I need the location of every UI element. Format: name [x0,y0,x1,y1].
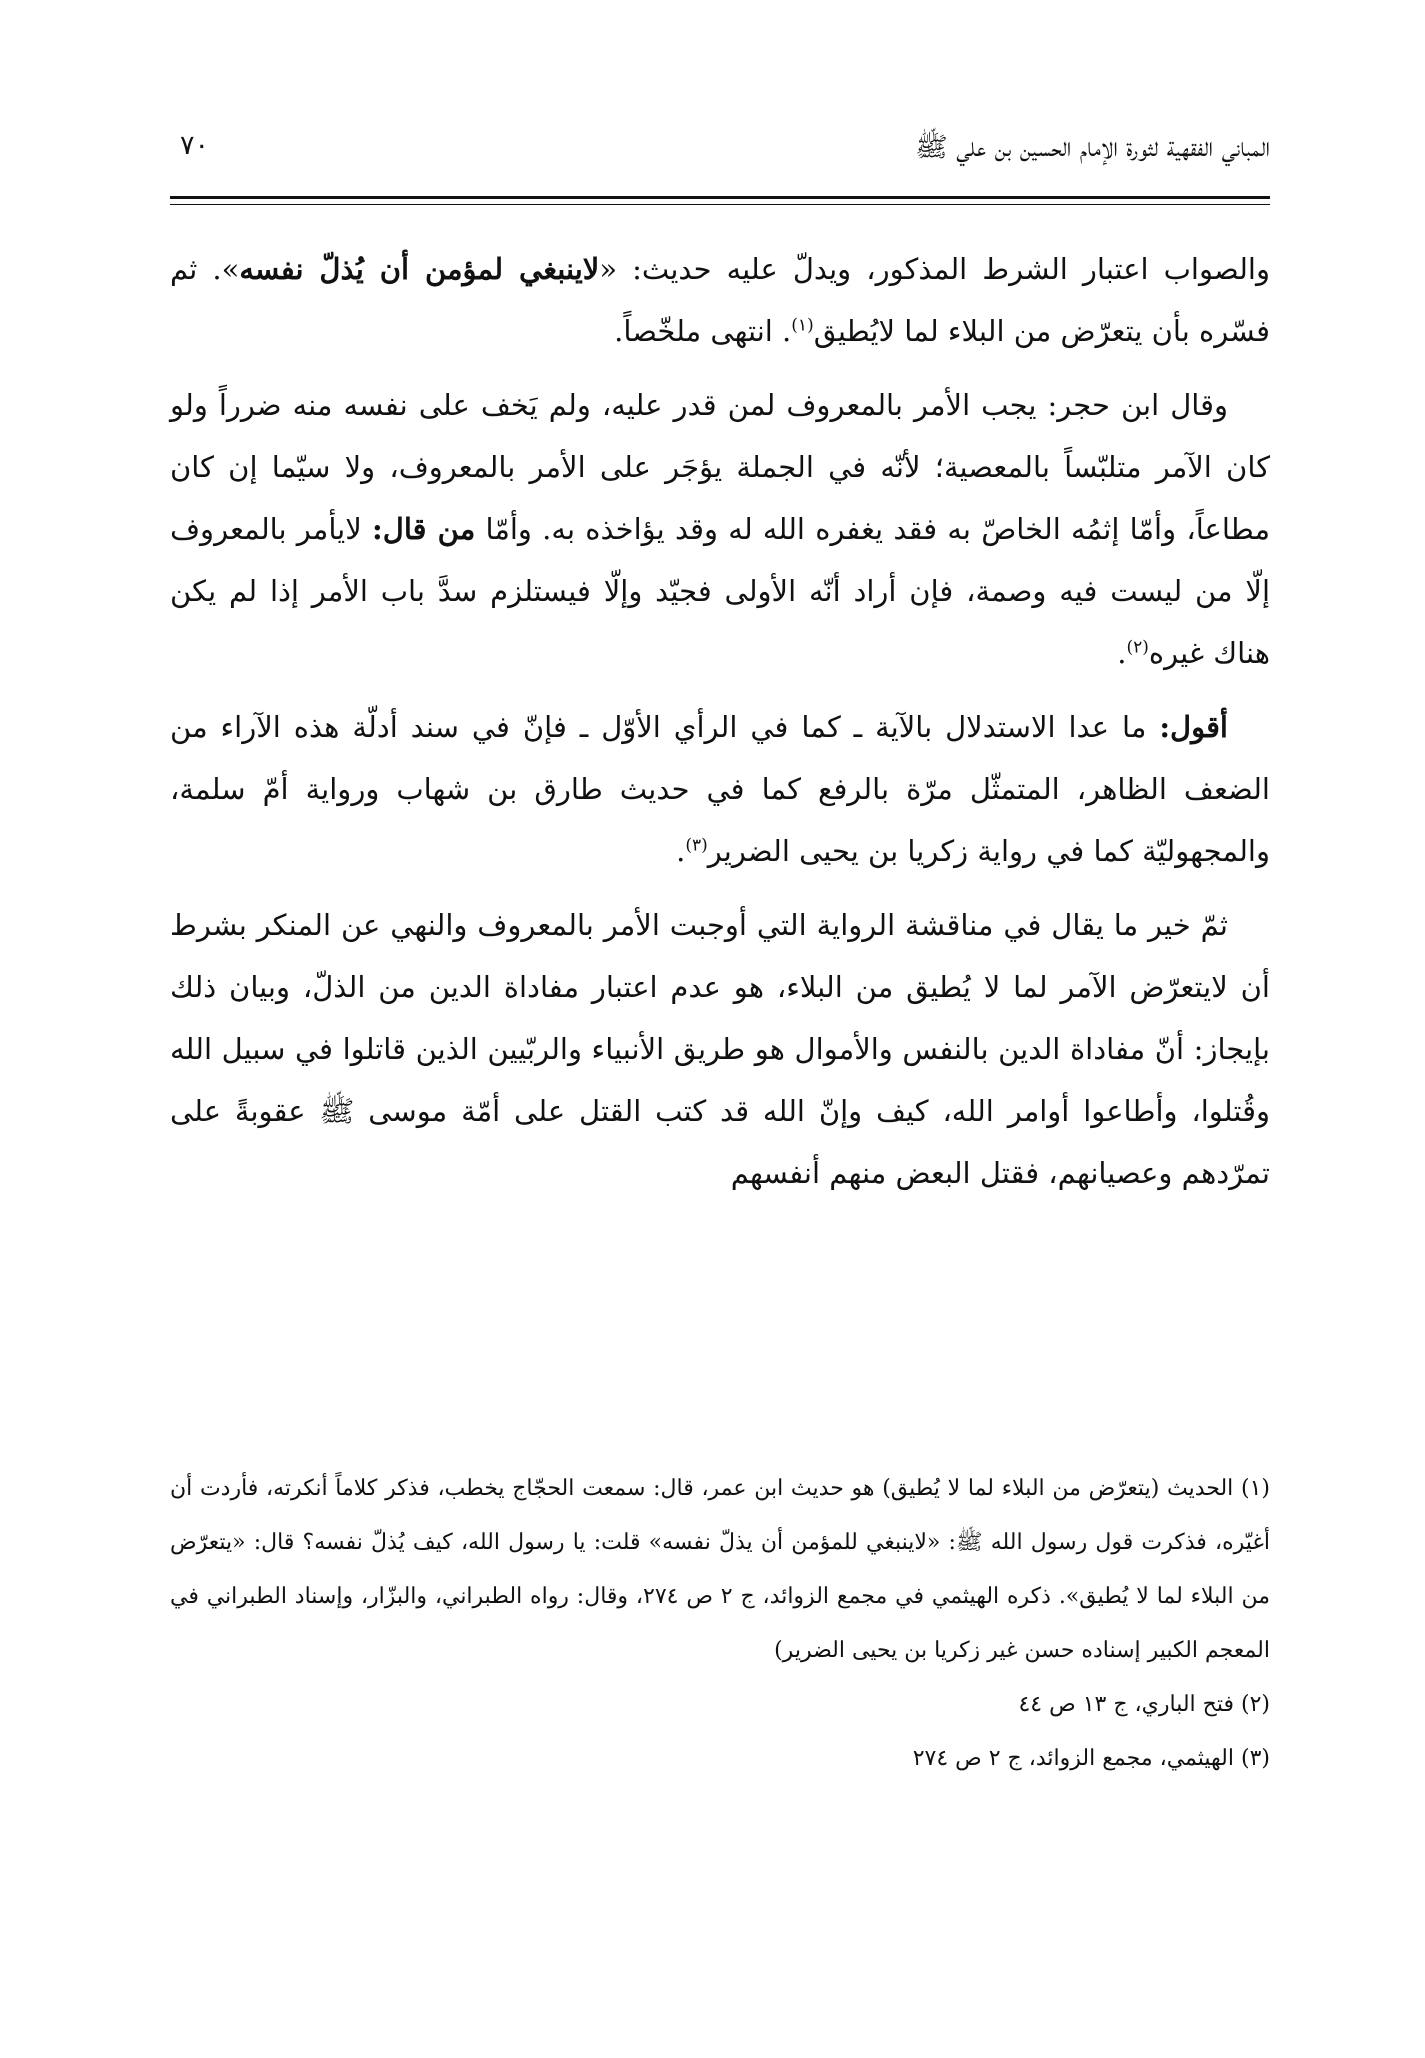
paragraph-2-tail: . [1117,636,1127,670]
header-rule-thick [170,196,1270,199]
paragraph-4 [170,894,1270,1204]
hadith-quote: لاينبغي لمؤمن أن يُذلّ نفسه [239,252,600,286]
footnote-1: (١) الحديث (يتعرّض من البلاء لما لا يُطيق) هو حديث ابن عمر، قال: سمعت الحجّاج يخطب، فذكر كلاماً أنكرته، فأردت أن أغيّره، فذكرت قول رسول الله ﷺ: «لاينبغي للمؤمن أن يذلّ نفسه» قلت: يا رسول الله، كيف يُذلّ نفسه؟ قال: «يتعرّض من البلاء لما لا يُطيق». ذكره الهيثمي في مجمع الزوائد، ج ٢ ص ٢٧٤، وقال: رواه الطبراني، والبزّار، وإسناد الطبراني في المعجم الكبير إسناده حسن غير زكريا بن يحيى الضرير) [170,1476,1270,1663]
paragraph-3-tail: . [676,834,686,868]
page-number: ٧٠ [180,130,210,161]
paragraph-1-before: والصواب اعتبار الشرط المذكور، ويدلّ عليه حديث: « [599,252,1270,286]
paragraph-2 [170,374,1270,684]
paragraph-2-part2: لايأمر بالمعروف إلّا من ليست فيه وصمة، فإن أراد أنّه الأولى فجيّد وإلّا فيستلزم سدَّ باب الأمر إذا لم يكن هناك غيره [170,512,1270,670]
paragraph-3 [170,696,1270,882]
footnote-ref-2[interactable]: (٢) [1126,637,1149,658]
paragraph-2-part1: وقال ابن حجر: يجب الأمر بالمعروف لمن قدر عليه، ولم يَخف على نفسه منه ضرراً ولو كان الآمر متلبّساً بالمعصية؛ لأنّه في الجملة يؤجَر على الأمر بالمعروف، ولا سيّما إن كان مطاعاً، وأمّا إثمُه الخاصّ به فقد يغفره الله له وقد يؤاخذه به. وأمّا [170,388,1271,546]
header-rule-thin [170,204,1270,205]
running-header-title: المباني الفقهية لثورة الإمام الحسين بن علي ﷺ [915,132,1270,163]
body-text [170,238,1270,1216]
paragraph-1 [170,238,1270,362]
paragraph-3-bold: أقول: [1159,710,1228,744]
paragraph-2-bold: من قال: [372,512,476,546]
footnote-ref-1[interactable]: (١) [791,315,814,336]
footnote-3: (٣) الهيثمي، مجمع الزوائد، ج ٢ ص ٢٧٤ [912,1746,1270,1771]
paragraph-3-text: ما عدا الاستدلال بالآية ـ كما في الرأي الأوّل ـ فإنّ في سند أدلّة هذه الآراء من الضعف الظاهر، المتمثّل مرّة بالرفع كما في حديث طارق بن شهاب ورواية أمّ سلمة، والمجهوليّة كما في رواية زكريا بن يحيى الضرير [170,710,1270,868]
running-header [170,122,1270,182]
paragraph-4-text: ثمّ خير ما يقال في مناقشة الرواية التي أوجبت الأمر بالمعروف والنهي عن المنكر بشرط أن لايتعرّض الآمر لما لا يُطيق من البلاء، هو عدم اعتبار مفاداة الدين من الذلّ، وبيان ذلك بإيجاز: أنّ مفاداة الدين بالنفس والأموال هو طريق الأنبياء والربّيين الذين قاتلوا في سبيل الله وقُتلوا، وأطاعوا أوامر الله، كيف وإنّ الله قد كتب القتل على أمّة موسى ﷺ عقوبةً على تمرّدهم وعصيانهم، فقتل البعض منهم أنفسهم [170,908,1270,1190]
footnotes [170,1462,1270,1786]
paragraph-1-tail: . انتهى ملخّصاً. [614,314,792,348]
paragraph-1-after: ». ثم فسّره بأن يتعرّض من البلاء لما لايُطيق [170,252,1270,348]
footnote-2: (٢) فتح الباري، ج ١٣ ص ٤٤ [1018,1692,1270,1717]
footnote-ref-3[interactable]: (٣) [685,835,708,856]
